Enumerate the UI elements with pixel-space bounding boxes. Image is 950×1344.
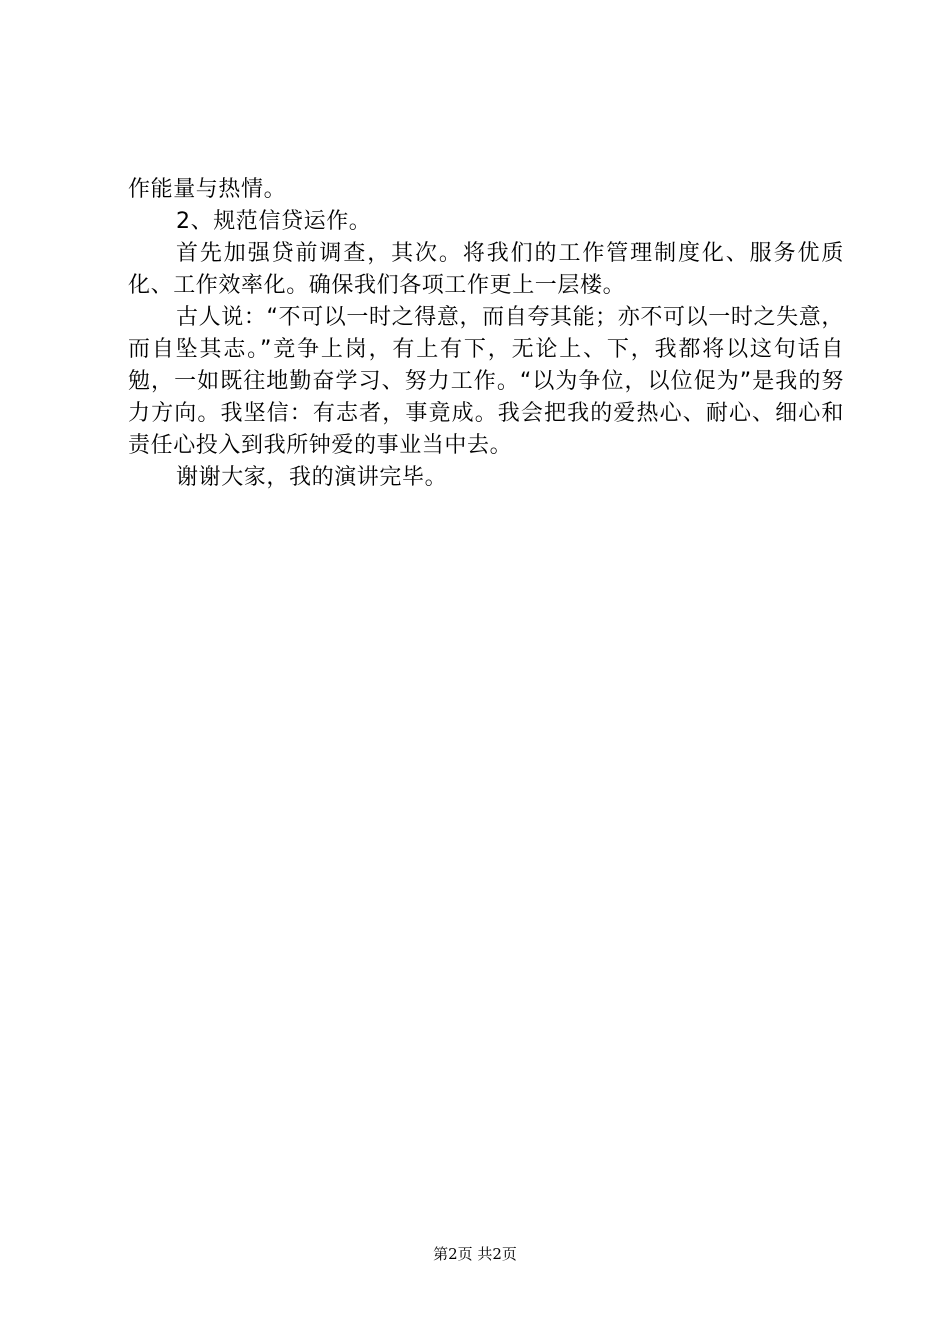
paragraph-continuation: 作能量与热情。 (128, 177, 287, 202)
paragraph-closing: 谢谢大家，我的演讲完毕。 (176, 465, 448, 490)
paragraph-credit-operation: 首先加强贷前调查，其次。将我们的工作管理制度化、服务优质化、工作效率化。确保我们各项工作更上一层楼。 (128, 241, 844, 298)
document-body (128, 174, 844, 494)
paragraph-quote: 古人说：“不可以一时之得意，而自夸其能；亦不可以一时之失意，而自坠其志。”竞争上岗，有上有下，无论上、下，我都将以这句话自勉，一如既往地勤奋学习、努力工作。“以为争位，以位促为”是我的努力方向。我坚信：有志者，事竟成。我会把我的爱热心、耐心、细心和责任心投入到我所钟爱的事业当中去。 (128, 305, 844, 458)
paragraph-heading-2: 2、规范信贷运作。 (176, 209, 372, 234)
page-footer: 第2页 共2页 (433, 1245, 517, 1263)
